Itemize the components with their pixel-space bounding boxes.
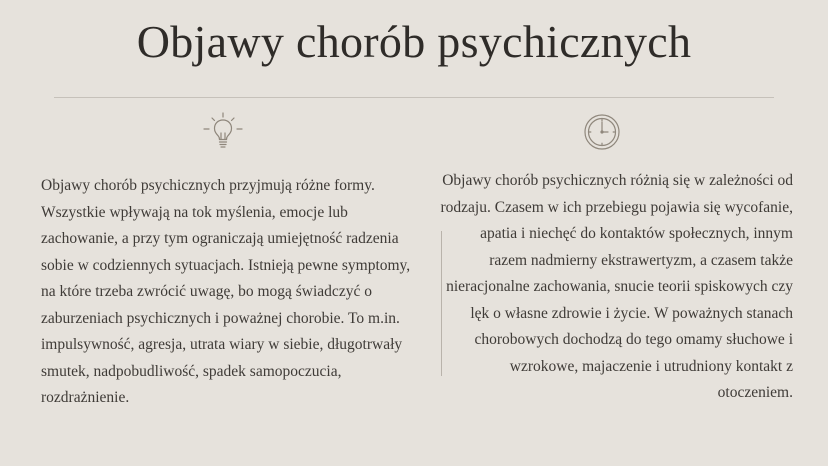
clock-icon [581,111,623,153]
page-title: Objawy chorób psychicznych [136,16,692,67]
right-paragraph: Objawy chorób psychicznych różnią się w zależności od rodzaju. Czasem w ich przebiegu pojawia się wycofanie, apatia i niechęć do kontaktów społecznych, innym razem nadmierny ekstrawertyzm, a czasem także nieracjonalne zachowania, snucie teorii spiskowych czy lęk o własne zdrowie i życie. W poważnych stanach chorobowych dochodzą do tego omamy słuchowe i wzrokowe, majaczenie i utrudniony kontakt z otoczeniem. [440,172,793,401]
lightbulb-icon [202,111,244,153]
title-divider [54,97,774,98]
left-paragraph: Objawy chorób psychicznych przyjmują różne formy. Wszystkie wpływają na tok myślenia, emocje lub zachowanie, a przy tym ograniczają umiejętność radzenia sobie w codziennych sytuacjach. Istnieją pewne symptomy, na które trzeba zwrócić uwagę, bo mogą świadczyć o zaburzeniach psychicznych i poważnej chorobie. To m.in. impulsywność, agresja, utrata wiary w siebie, długotrwały smutek, nadpobudliwość, spadek samopoczucia, rozdrażnienie. [41,177,411,406]
